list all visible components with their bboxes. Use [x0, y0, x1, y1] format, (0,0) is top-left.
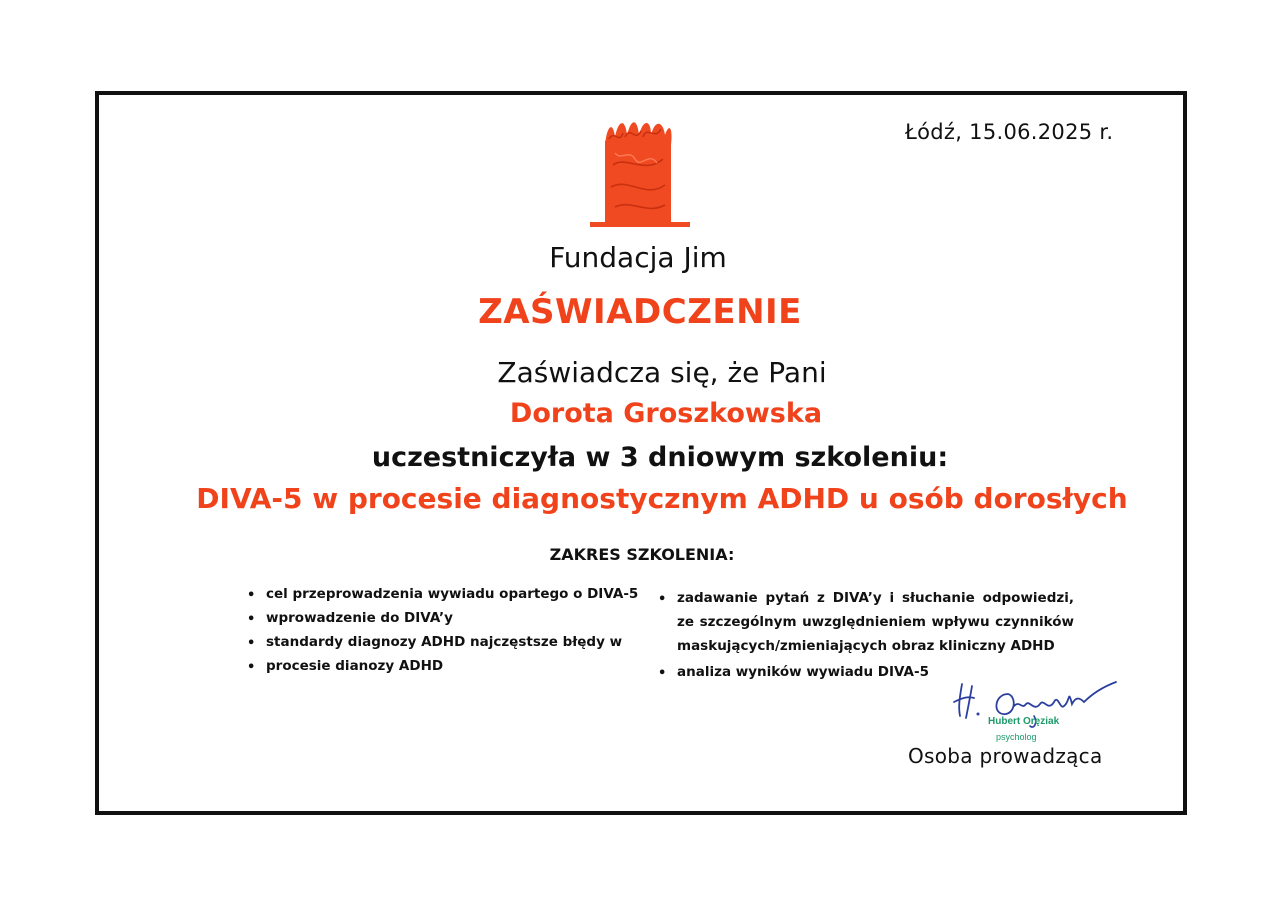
- flame-logo-icon: [585, 115, 695, 233]
- leader-label: Osoba prowadząca: [908, 744, 1103, 768]
- list-item-text: wprowadzenie do DIVA’y: [266, 610, 453, 626]
- bullet-dot-icon: •: [247, 660, 256, 675]
- list-item: [658, 586, 1074, 658]
- bullet-dot-icon: •: [247, 588, 256, 603]
- list-item-text: analiza wyników wywiadu DIVA-5: [677, 664, 929, 680]
- list-item: [247, 630, 637, 654]
- stamp-name: Hubert Oręziak: [988, 716, 1060, 727]
- list-item: [247, 606, 637, 630]
- bullet-dot-icon: •: [658, 592, 667, 607]
- bullet-dot-icon: •: [658, 666, 667, 681]
- stamp-role: psycholog: [996, 732, 1037, 742]
- course-title: DIVA-5 w procesie diagnostycznym ADHD u osób dorosłych: [196, 482, 1128, 515]
- participation-text: uczestniczyła w 3 dniowym szkoleniu:: [371, 442, 949, 473]
- certificate-title: ZAŚWIADCZENIE: [478, 292, 802, 332]
- bullet-dot-icon: •: [247, 612, 256, 627]
- scope-list-left: [247, 582, 637, 678]
- list-item-text: procesie dianozy ADHD: [266, 658, 444, 674]
- participant-name: Dorota Groszkowska: [509, 398, 823, 429]
- list-item: [247, 582, 637, 606]
- list-item-text: standardy diagnozy ADHD najczęstsze błędy w: [266, 634, 623, 650]
- intro-text: Zaświadcza się, że Pani: [497, 356, 827, 389]
- list-item-text: zadawanie pytań z DIVA’y i słuchanie odpowiedzi, ze szczególnym uwzględnieniem wpływu czynników maskujących/zmieniających obraz kliniczny ADHD: [677, 590, 1074, 654]
- place-date: Łódź, 15.06.2025 r.: [905, 120, 1114, 144]
- list-item-text: cel przeprowadzenia wywiadu opartego o DIVA-5: [266, 586, 639, 602]
- bullet-dot-icon: •: [247, 636, 256, 651]
- foundation-name: Fundacja Jim: [549, 241, 727, 274]
- list-item: [247, 654, 637, 678]
- scope-list-right: [658, 586, 1074, 684]
- scope-heading: ZAKRES SZKOLENIA:: [549, 545, 735, 564]
